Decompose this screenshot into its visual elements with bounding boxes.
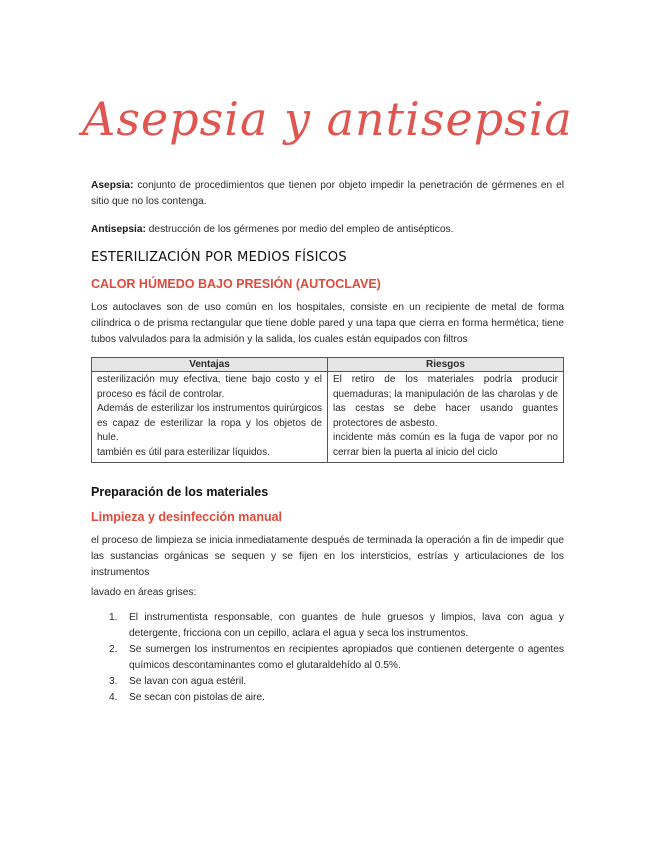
list-item [91,674,564,690]
step-text: Se lavan con agua estéril. [129,676,247,687]
antisepsia-text: destrucción de los gérmenes por medio del empleo de antisépticos. [145,224,454,235]
autoclave-paragraph: Los autoclaves son de uso común en los hospitales, consiste en un recipiente de metal de forma cilíndrica o de prisma rectangular que tiene doble pared y una tapa que cierra en forma hermética; tiene tubos valvulados para la admisión y la salida, los cuales están equipados con filtros [91,302,564,345]
preparation-heading: Preparación de los materiales [91,485,269,499]
riesgos-cell [328,372,564,463]
step-number: 3. [109,676,118,687]
asepsia-text: conjunto de procedimientos que tienen por objeto impedir la penetración de gérmenes en el sitio que no los contenga. [91,180,564,207]
cleaning-heading: Limpieza y desinfección manual [91,510,283,524]
step-text: Se sumergen los instrumentos en recipientes apropiados que contienen detergente o agentes químicos descontaminantes como el glutaraldehído al 0.5%. [129,644,564,671]
advantages-risks-table [91,357,564,463]
cleaning-paragraph: el proceso de limpieza se inicia inmediatamente después de terminada la operación a fin de impedir que las sustancias orgánicas se sequen y se fijen en los intersticios, estrías y articulaciones de los instrumentos [91,535,564,578]
gray-areas-label: lavado en áreas grises: [91,587,197,598]
cleaning-steps-list [91,610,564,706]
ventaja-item: también es útil para esterilizar líquidos. [97,446,270,458]
ventaja-item: Además de esterilizar los instrumentos quirúrgicos es capaz de esterilizar la ropa y los objetos de hule. [97,403,322,444]
table-header-riesgos: Riesgos [328,358,564,372]
step-text: Se secan con pistolas de aire. [129,692,265,703]
ventaja-item: esterilización muy efectiva, tiene bajo costo y el proceso es fácil de controlar. [97,374,322,400]
riesgo-item: El retiro de los materiales podría producir quemaduras; la manipulación de las charolas y de las cestas se debe hacer usando guantes protectores de asbesto. [333,374,558,429]
list-item [91,642,564,674]
ventajas-cell [92,372,328,463]
step-number: 4. [109,692,118,703]
table-header-ventajas: Ventajas [92,358,328,372]
antisepsia-term: Antisepsia: [91,224,146,235]
asepsia-definition [91,178,564,210]
step-text: El instrumentista responsable, con guantes de hule gruesos y limpios, lava con agua y detergente, fricciona con un cepillo, aclara el agua y seca los instrumentos. [129,612,564,639]
sterilization-heading: ESTERILIZACIÓN POR MEDIOS FÍSICOS [91,250,347,265]
list-item [91,690,564,706]
step-number: 2. [109,644,118,655]
page-title: Asepsia y antisepsia [82,92,573,146]
asepsia-term: Asepsia: [91,180,134,191]
antisepsia-definition [91,222,564,238]
riesgo-item: incidente más común es la fuga de vapor por no cerrar bien la puerta al inicio del ciclo [333,432,558,458]
autoclave-heading: CALOR HÚMEDO BAJO PRESIÓN (AUTOCLAVE) [91,277,381,291]
step-number: 1. [109,612,118,623]
list-item [91,610,564,642]
